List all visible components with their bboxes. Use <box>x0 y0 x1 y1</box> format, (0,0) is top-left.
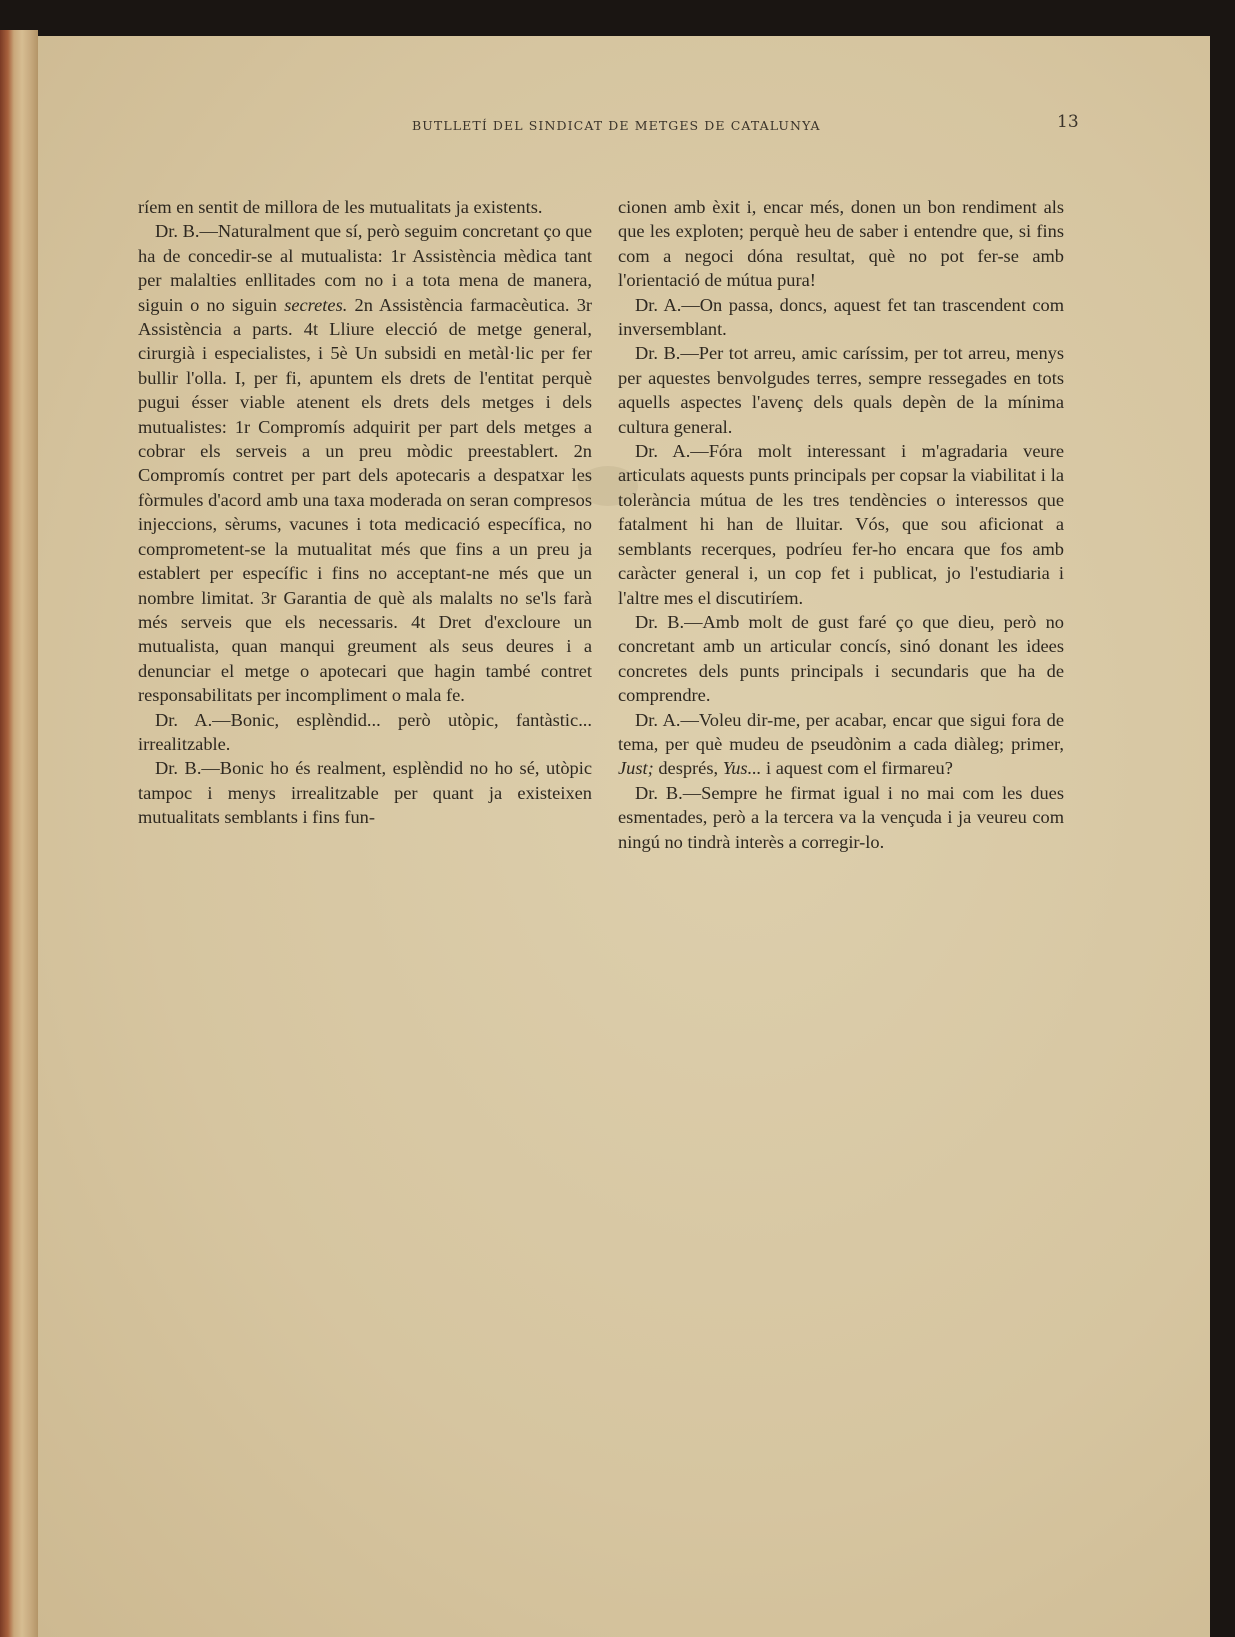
paragraph: cionen amb èxit i, encar més, donen un bon rendiment als que les exploten; perquè heu de saber i entendre que, si fins com a negoci dóna resultat, què no pot fer-se amb l'orientació de mútua pura! <box>618 197 1064 291</box>
book-spine-edge <box>0 30 38 1637</box>
left-column <box>138 195 592 830</box>
running-title: BUTLLETÍ DEL SINDICAT DE METGES DE CATALUNYA <box>412 118 821 133</box>
document-page <box>38 36 1210 1637</box>
paragraph: Dr. A.—Voleu dir-me, per acabar, encar que sigui fora de tema, per què mudeu de pseudònim a cada diàleg; primer, Just; després, Yus... i aquest com el firmareu? <box>618 709 1064 779</box>
page-number: 13 <box>1057 112 1079 132</box>
paragraph: Dr. B.—Bonic ho és realment, esplèndid no ho sé, utòpic tampoc i menys irrealitzable per quant ja existeixen mutualitats semblants i fins fun- <box>138 758 592 828</box>
paragraph: Dr. A.—On passa, doncs, aquest fet tan trascendent com inversemblant. <box>618 294 1064 340</box>
paragraph: Dr. B.—Per tot arreu, amic caríssim, per tot arreu, menys per aquestes benvolgudes terres, sempre ressegades en tots aquells aspectes l'avenç dels quals depèn de la mínima cultura general. <box>618 343 1064 437</box>
paragraph: ríem en sentit de millora de les mutualitats ja existents. <box>138 197 543 217</box>
running-header <box>38 112 1210 142</box>
paragraph: Dr. A.—Bonic, esplèndid... però utòpic, fantàstic... irrealitzable. <box>138 709 592 754</box>
paragraph: Dr. A.—Fóra molt interessant i m'agradaria veure articulats aquests punts principals per copsar la viabilitat i la tolerància mútua de les tres tendències o interessos que fatalment hi han de lluitar. Vós, que sou aficionat a semblants recerques, podríeu fer-ho encara que fos amb caràcter general i, un cop fet i publicat, jo l'estudiaria i l'altre mes el discutiríem. <box>618 441 1064 608</box>
right-column <box>618 195 1064 854</box>
paragraph: Dr. B.—Sempre he firmat igual i no mai com les dues esmentades, però a la tercera va la vençuda i ja veureu com ningú no tindrà interès a corregir-lo. <box>618 782 1064 852</box>
paragraph: Dr. B.—Naturalment que sí, però seguim concretant ço que ha de concedir-se al mutualista: 1r Assistència mèdica tant per malalties enllitades com no i a tota mena de manera, siguin o no siguin secretes. 2n Assistència farmacèutica. 3r Assistència a parts. 4t Lliure elecció de metge general, cirurgià i especialistes, i 5è Un subsidi en metàl·lic per fer bullir l'olla. I, per fi, apuntem els drets de l'entitat perquè pugui ésser viable atenent els drets dels metges i dels mutualistes: 1r Compromís adquirit per part dels metges a cobrar els serveis a un preu mòdic preestablert. 2n Compromís contret per part dels apotecaris a despatxar les fòrmules d'acord amb una taxa moderada on seran compresos injeccions, sèrums, vacunes i tota medicació específica, no comprometent-se la mutualitat més que fins a un preu ja establert per específic i fins no acceptant-ne més que un nombre limitat. 3r Garantia de què als malalts no se'ls farà més serveis que els necessaris. 4t Dret d'excloure un mutualista, quan manqui greument als seus deures i a denunciar el metge o apotecari que hagin també contret responsabilitats per incompliment o mala fe. <box>138 221 593 706</box>
paragraph: Dr. B.—Amb molt de gust faré ço que dieu, però no concretant amb un articular concís, sinó donant les idees concretes dels punts principals i secundaris que ha de comprendre. <box>618 611 1064 706</box>
